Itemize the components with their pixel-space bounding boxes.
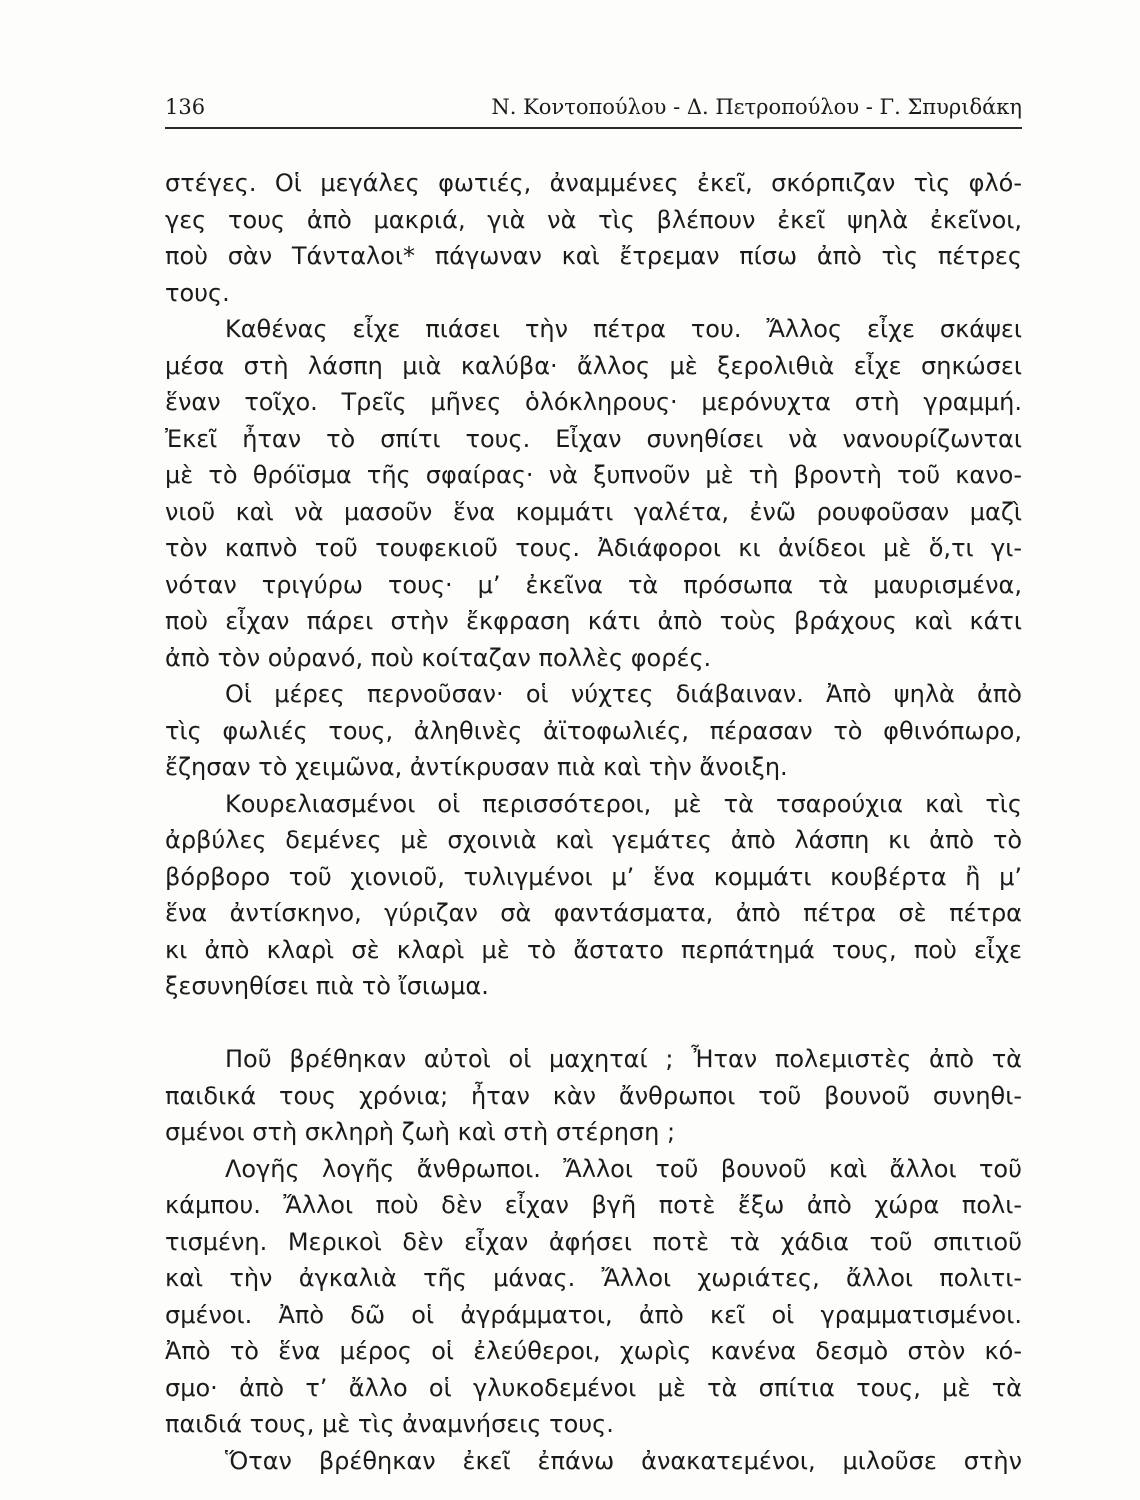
text-line: γες τους ἀπὸ μακριά, γιὰ νὰ τὶς βλέπουν ἐκεῖ ψηλὰ ἐκεῖνοι, — [165, 205, 1022, 234]
text-line: τὶς φωλιές τους, ἀληθινὲς ἀϊτοφωλιές, πέρασαν τὸ φθινόπωρο, — [165, 716, 1022, 745]
text-line: στέγες. Οἱ μεγάλες φωτιές, ἀναμμένες ἐκεῖ, σκόρπιζαν τὶς φλό- — [165, 169, 1022, 197]
paragraph — [165, 311, 1022, 676]
text-line: ξεσυνηθίσει πιὰ τὸ ἴσιωμα. — [165, 972, 489, 1000]
running-title: Ν. Κοντοπούλου - Δ. Πετροπούλου - Γ. Σπυριδάκη — [491, 95, 1022, 119]
text-line: Ἐκεῖ ἦταν τὸ σπίτι τους. Εἶχαν συνηθίσει νὰ νανουρίζωνται — [165, 424, 1022, 453]
paragraph — [165, 1443, 1022, 1480]
header-rule — [165, 127, 1022, 129]
text-line: ποὺ σὰν Τάνταλοι* πάγωναν καὶ ἔτρεμαν πίσω ἀπὸ τὶς πέτρες — [165, 242, 1022, 270]
text-line: παιδικά τους χρόνια; ἦταν κὰν ἄνθρωποι τοῦ βουνοῦ συνηθι- — [165, 1081, 1022, 1110]
text-line: παιδιά τους, μὲ τὶς ἀναμνήσεις τους. — [165, 1410, 614, 1438]
text-line: κάμπου. Ἄλλοι ποὺ δὲν εἶχαν βγῆ ποτὲ ἔξω ἀπὸ χώρα πολι- — [165, 1191, 1022, 1219]
text-line: ποὺ εἶχαν πάρει στὴν ἔκφραση κάτι ἀπὸ τοὺς βράχους καὶ κάτι — [165, 607, 1022, 635]
text-line: σμένοι. Ἀπὸ δῶ οἱ ἀγράμματοι, ἀπὸ κεῖ οἱ γραμματισμένοι. — [165, 1300, 1022, 1329]
text-line: τισμένη. Μερικοὶ δὲν εἶχαν ἀφήσει ποτὲ τὰ χάδια τοῦ σπιτιοῦ — [165, 1227, 1022, 1256]
text-line: νόταν τριγύρω τους· μ’ ἐκεῖνα τὰ πρόσωπα τὰ μαυρισμένα, — [165, 570, 1022, 599]
text-line: Ποῦ βρέθηκαν αὐτοὶ οἱ μαχηταί ; Ἦταν πολεμιστὲς ἀπὸ τὰ — [225, 1045, 1022, 1073]
text-line: τὸν καπνὸ τοῦ τουφεκιοῦ τους. Ἀδιάφοροι κι ἀνίδεοι μὲ ὅ,τι γι- — [165, 534, 1022, 562]
text-line: Καθένας εἶχε πιάσει τὴν πέτρα του. Ἄλλος εἶχε σκάψει — [225, 315, 1022, 343]
text-line: ἀπὸ τὸν οὐρανό, ποὺ κοίταζαν πολλὲς φορές. — [165, 643, 712, 672]
page-header — [165, 90, 1022, 124]
text-line: καὶ τὴν ἀγκαλιὰ τῆς μάνας. Ἄλλοι χωριάτες, ἄλλοι πολιτι- — [165, 1264, 1022, 1292]
paragraph — [165, 1151, 1022, 1443]
text-line: Ἀπὸ τὸ ἕνα μέρος οἱ ἐλεύθεροι, χωρὶς κανένα δεσμὸ στὸν κό- — [165, 1337, 1022, 1365]
text-line: ἀρβύλες δεμένες μὲ σχοινιὰ καὶ γεμάτες ἀπὸ λάσπη κι ἀπὸ τὸ — [165, 826, 1022, 854]
section-break — [165, 1005, 1022, 1042]
text-line: Οἱ μέρες περνοῦσαν· οἱ νύχτες διάβαιναν. Ἀπὸ ψηλὰ ἀπὸ — [225, 680, 1022, 708]
text-line: σμο· ἀπὸ τ’ ἄλλο οἱ γλυκοδεμένοι μὲ τὰ σπίτια τους, μὲ τὰ — [165, 1373, 1022, 1402]
paragraph — [165, 165, 1022, 311]
text-line: ἕναν τοῖχο. Τρεῖς μῆνες ὁλόκληρους· μερόνυχτα στὴ γραμμή. — [165, 388, 1022, 416]
text-line: τους. — [165, 278, 230, 307]
text-line: Κουρελιασμένοι οἱ περισσότεροι, μὲ τὰ τσαρούχια καὶ τὶς — [225, 789, 1022, 818]
text-line: κι ἀπὸ κλαρὶ σὲ κλαρὶ μὲ τὸ ἄστατο περπάτημά τους, ποὺ εἶχε — [165, 935, 1022, 964]
text-line: μέσα στὴ λάσπη μιὰ καλύβα· ἄλλος μὲ ξερολιθιὰ εἶχε σηκώσει — [165, 351, 1022, 380]
text-line: ἔζησαν τὸ χειμῶνα, ἀντίκρυσαν πιὰ καὶ τὴν ἄνοιξη. — [165, 753, 788, 781]
paragraph — [165, 1041, 1022, 1151]
text-line: σμένοι στὴ σκληρὴ ζωὴ καὶ στὴ στέρηση ; — [165, 1118, 676, 1146]
text-line: μὲ τὸ θρόϊσμα τῆς σφαίρας· νὰ ξυπνοῦν μὲ τὴ βροντὴ τοῦ κανο- — [165, 461, 1022, 489]
paragraph — [165, 676, 1022, 786]
text-line: βόρβορο τοῦ χιονιοῦ, τυλιγμένοι μ’ ἕνα κομμάτι κουβέρτα ἢ μ’ — [165, 862, 1022, 891]
body-text — [165, 165, 1022, 1479]
text-line: Ὅταν βρέθηκαν ἐκεῖ ἐπάνω ἀνακατεμένοι, μιλοῦσε στὴν — [225, 1446, 1022, 1475]
text-line: νιοῦ καὶ νὰ μασοῦν ἕνα κομμάτι γαλέτα, ἐνῶ ρουφοῦσαν μαζὶ — [165, 497, 1022, 526]
text-line: ἕνα ἀντίσκηνο, γύριζαν σὰ φαντάσματα, ἀπὸ πέτρα σὲ πέτρα — [165, 899, 1022, 927]
paragraph — [165, 786, 1022, 1005]
page-number: 136 — [165, 95, 206, 119]
text-line: Λογῆς λογῆς ἄνθρωποι. Ἄλλοι τοῦ βουνοῦ καὶ ἄλλοι τοῦ — [225, 1154, 1022, 1183]
